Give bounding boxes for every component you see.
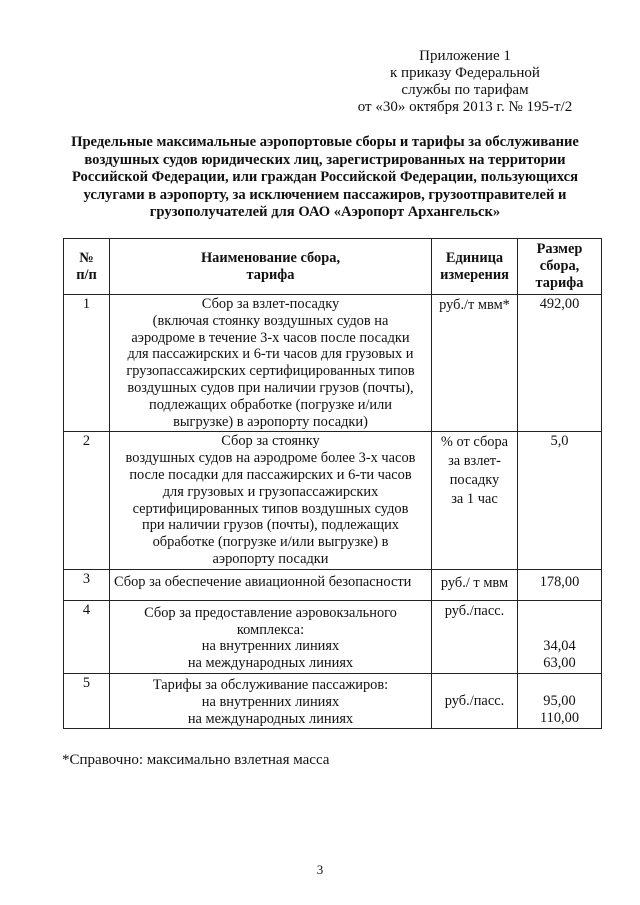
- row-name: [110, 673, 432, 728]
- header-name: [110, 239, 432, 295]
- name-line: Сбор за стоянку: [221, 433, 320, 450]
- name-line: выгрузке) в аэропорту посадки): [173, 413, 368, 430]
- row-values: [518, 600, 602, 673]
- title-line: услугами в аэропорту, за исключением пассажиров, грузоотправителей и: [83, 186, 567, 203]
- header-text: Наименование сбора,: [200, 249, 341, 266]
- name-line: аэропорту посадки: [212, 550, 329, 567]
- appendix-line: службы по тарифам: [401, 82, 529, 98]
- name-line: Тарифы за обслуживание пассажиров:: [152, 676, 389, 693]
- row-value: 178,00: [518, 569, 602, 600]
- unit-line: % от сбора: [440, 434, 509, 451]
- name-line: при наличии грузов (почты), подлежащих: [142, 517, 399, 534]
- name-line: воздушных судов на аэродроме более 3-х часов: [125, 450, 416, 467]
- header-size: [518, 239, 602, 295]
- header-text: тарифа: [535, 275, 584, 291]
- header-text: измерения: [440, 266, 509, 283]
- row-number: 3: [64, 569, 110, 600]
- row-name: [110, 432, 432, 569]
- row-unit: руб./ т мвм: [432, 569, 518, 600]
- name-line: для грузовых и грузопассажирских: [162, 483, 379, 500]
- unit-line: за взлет-: [448, 453, 501, 470]
- table-row: [64, 569, 602, 600]
- row-number: 5: [64, 673, 110, 728]
- name-line: Сбор за предоставление аэровокзального: [144, 604, 397, 621]
- value-line: 110,00: [539, 710, 580, 727]
- name-line: на международных линиях: [187, 655, 354, 672]
- row-unit: [432, 432, 518, 569]
- table-header-row: [64, 239, 602, 295]
- appendix-line: к приказу Федеральной: [390, 65, 540, 81]
- name-line: сертифицированных типов воздушных судов: [132, 500, 409, 517]
- name-line: на международных линиях: [187, 710, 354, 727]
- row-unit: руб./пасс.: [432, 600, 518, 673]
- name-line: воздушных судов при наличии грузов (почты),: [127, 379, 414, 396]
- name-line: для пассажирских и 6-ти часов для грузовых и: [127, 346, 414, 363]
- table-row: [64, 432, 602, 569]
- name-line: Сбор за взлет-посадку: [201, 296, 340, 312]
- footnote: *Справочно: максимально взлетная масса: [62, 752, 330, 768]
- row-name: [110, 295, 432, 432]
- table-row: [64, 600, 602, 673]
- header-text: Размер: [536, 241, 583, 257]
- row-name: Сбор за обеспечение авиационной безопасности: [110, 569, 432, 600]
- value-line: 34,04: [543, 637, 576, 654]
- name-line: на внутренних линиях: [201, 638, 340, 655]
- title-line: грузополучателей для ОАО «Аэропорт Архангельск»: [149, 204, 501, 220]
- title-line: воздушных судов юридических лиц, зарегистрированных на территории: [84, 151, 566, 168]
- table-row: [64, 673, 602, 728]
- header-text: тарифа: [246, 266, 295, 283]
- name-line: обработке (погрузке и/или выгрузке) в: [152, 534, 389, 551]
- header-text: №: [79, 249, 94, 266]
- row-unit: руб./пасс.: [432, 673, 518, 728]
- tariff-table: [63, 238, 602, 729]
- document-title: [60, 134, 590, 222]
- name-line: после посадки для пассажирских и 6-ти часов: [129, 466, 412, 483]
- row-name: [110, 600, 432, 673]
- header-text: сбора,: [539, 258, 580, 274]
- row-value: 5,0: [518, 432, 602, 569]
- row-number: 2: [64, 432, 110, 569]
- appendix-line: Приложение 1: [419, 48, 511, 64]
- row-number: 1: [64, 295, 110, 432]
- page-number: 3: [316, 862, 324, 877]
- name-line: грузопассажирских сертифицированных типов: [126, 363, 415, 380]
- header-number: [64, 239, 110, 295]
- appendix-line: от «30» октября 2013 г. № 195-т/2: [357, 99, 573, 115]
- name-line: (включая стоянку воздушных судов на: [152, 312, 389, 329]
- unit-line: за 1 час: [451, 491, 498, 508]
- row-values: [518, 673, 602, 728]
- title-line: Российской Федерации, или граждан Российской Федерации, пользующихся: [72, 169, 578, 185]
- row-number: 4: [64, 600, 110, 673]
- name-line: комплекса:: [236, 621, 305, 638]
- appendix-header: [340, 48, 590, 116]
- value-line: 95,00: [543, 693, 576, 710]
- table-row: [64, 295, 602, 432]
- name-line: подлежащих обработке (погрузке и/или: [149, 396, 392, 413]
- value-line: 63,00: [543, 654, 576, 671]
- header-text: п/п: [76, 266, 97, 283]
- unit-line: посадку: [449, 472, 500, 489]
- header-text: Единица: [445, 249, 504, 266]
- row-unit: руб./т мвм*: [432, 295, 518, 432]
- name-line: аэродроме в течение 3-х часов после посадки: [131, 329, 410, 346]
- row-value: 492,00: [518, 295, 602, 432]
- name-line: на внутренних линиях: [201, 693, 340, 710]
- header-unit: [432, 239, 518, 295]
- title-line: Предельные максимальные аэропортовые сборы и тарифы за обслуживание: [71, 134, 579, 150]
